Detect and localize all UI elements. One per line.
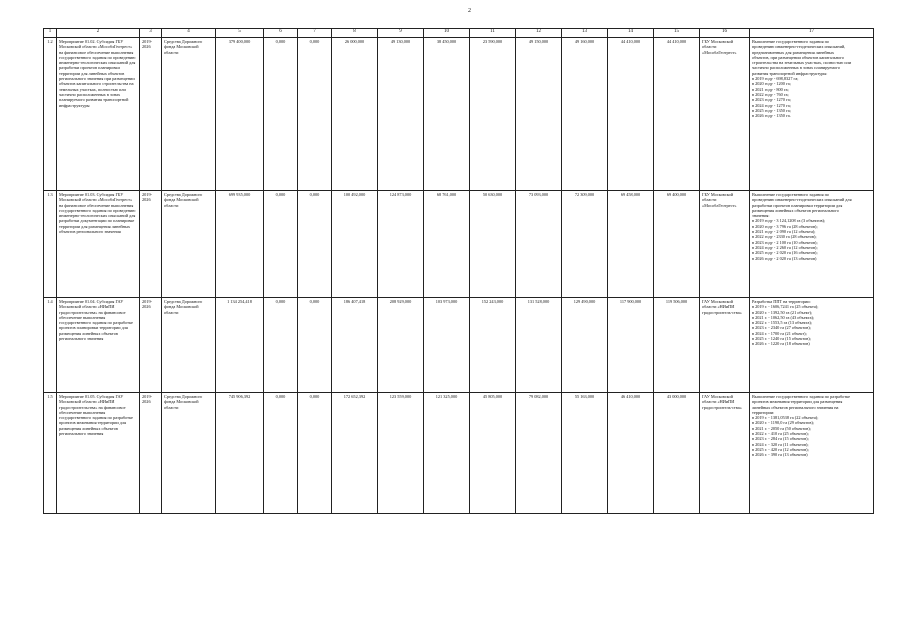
result-line: в 2020 г. - 1392,50 га (21 объект);	[752, 309, 813, 315]
result-line: в 2025 г. - 420 га (12 объектов);	[752, 446, 809, 452]
result-line: линейных объектов регионального значения на	[752, 404, 839, 410]
table-row	[44, 38, 874, 191]
result-description	[750, 191, 874, 298]
result-line: частично расположенных в зонах планируемого	[752, 65, 840, 71]
col-header: 8	[332, 29, 378, 38]
period: 2019-2026	[140, 191, 162, 298]
amount-cell: 55 163,000	[562, 393, 608, 514]
result-line: в 2019 г. - 1606,7241 га (25 объекта);	[752, 304, 819, 310]
amount-cell: 379 400,000	[216, 38, 264, 191]
result-line: Выполнение государственного задания по	[752, 39, 830, 44]
amount-cell: 0,000	[298, 191, 332, 298]
col-header: 2	[57, 29, 140, 38]
amount-cell: 699 935,000	[216, 191, 264, 298]
amount-cell: 69 458,000	[608, 191, 654, 298]
table-row	[44, 298, 874, 393]
result-description	[750, 393, 874, 514]
amount-cell: 100 492,000	[332, 191, 378, 298]
result-line: в 2024 году - 2 260 га (12 объектов);	[752, 244, 818, 250]
result-line: в 2019 году - 698,8327 га;	[752, 76, 799, 82]
result-line: Разработка ППТ на территории:	[752, 299, 811, 304]
col-header: 12	[516, 29, 562, 38]
result-line: предназначенных для размещения линейных	[752, 49, 835, 55]
amount-cell: 745 906,392	[216, 393, 264, 514]
amount-cell: 121 325,000	[424, 393, 470, 514]
result-line: в 2023 году - 2 100 га (10 объектов);	[752, 239, 818, 245]
event-description: Мероприятие 01.05. Субсидия ГАУ Московской области «НИиПИ градостроительства» на финансовое обеспечение выполнения государственного задания по разработке проектов межевания территории для размещения линейных объектов регионального значения	[57, 393, 140, 514]
amount-cell: 79 082,000	[516, 393, 562, 514]
col-header: 13	[562, 29, 608, 38]
result-line: в 2026 г. - 390 га (13 объектов)	[752, 452, 808, 458]
amount-cell: 0,000	[298, 298, 332, 393]
result-line: в 2021 году - 800 га;	[752, 86, 789, 92]
amount-cell: 0,000	[298, 38, 332, 191]
result-line: территории:	[752, 409, 775, 415]
result-line: проектов межевания территории для размещения	[752, 399, 843, 405]
result-line: в 2026 году - 2 020 га (13 объектов)	[752, 255, 817, 261]
amount-cell: 0,000	[298, 393, 332, 514]
amount-cell: 131 528,000	[516, 298, 562, 393]
result-line: в 2021 г. - 2050 га (50 объектов);	[752, 425, 811, 431]
funding-source: Средства Дорожного фонда Московской области	[162, 191, 216, 298]
amount-cell: 73 093,000	[516, 191, 562, 298]
amount-cell: 26 000,000	[332, 38, 378, 191]
period: 2019-2026	[140, 38, 162, 191]
period: 2019-2026	[140, 393, 162, 514]
col-header: 5	[216, 29, 264, 38]
col-header: 6	[264, 29, 298, 38]
table-row	[44, 393, 874, 514]
amount-cell: 124 873,000	[378, 191, 424, 298]
result-line: в 2019 г. - 1381,0538 га (22 объекта);	[752, 415, 819, 421]
event-description: Мероприятие 01.03. Субсидия ГБУ Московской области «МособлГеотрест» на финансовое обеспечение выполнения государственного задания по проведению инженерно-геологических изысканий для разработки документации по планировке территории для размещения линейных объектов регионального значения	[57, 191, 140, 298]
executor: ГБУ Московской области «МособлГеотрест»	[700, 191, 750, 298]
result-line: разработки проектов планировки территории для	[752, 202, 843, 208]
result-line: в 2025 году - 1350 га;	[752, 107, 791, 113]
col-header: 17	[750, 29, 874, 38]
col-header: 7	[298, 29, 332, 38]
result-line: в 2020 году - 3 796 га (28 объектов);	[752, 223, 818, 229]
result-line: в 2023 г. - 284 га (15 объектов);	[752, 436, 809, 442]
result-line: проведению инженерно-геодезических изысканий для	[752, 197, 852, 203]
col-header: 16	[700, 29, 750, 38]
result-line: в 2022 году - 2330 га (28 объектов);	[752, 234, 817, 240]
result-line: в 2022 г. - 410 га (25 объектов);	[752, 431, 809, 437]
result-line: в 2022 году - 760 га;	[752, 91, 789, 97]
amount-cell: 117 900,000	[608, 298, 654, 393]
funding-source: Средства Дорожного фонда Московской области	[162, 298, 216, 393]
amount-cell: 44 410,000	[608, 38, 654, 191]
executor: ГАУ Московской области «НИиПИ градостроитель-ства»	[700, 393, 750, 514]
result-line: в 2025 г. - 1240 га (15 объектов);	[752, 336, 811, 342]
col-header: 14	[608, 29, 654, 38]
page-number: 2	[468, 8, 471, 14]
table-row	[44, 191, 874, 298]
result-description	[750, 298, 874, 393]
row-number: 1.4	[44, 298, 57, 393]
result-line: Выполнение государственного задания по	[752, 192, 830, 197]
funding-source: Средства Дорожного фонда Московской области	[162, 393, 216, 514]
result-line: проведению инженерно-геодезических изысканий,	[752, 44, 846, 50]
col-header: 4	[162, 29, 216, 38]
result-line: в 2021 году - 2 090 га (12 объекта);	[752, 229, 816, 235]
amount-cell: 0,000	[264, 191, 298, 298]
amount-cell: 69 400,000	[654, 191, 700, 298]
amount-cell: 68 761,000	[424, 191, 470, 298]
row-number: 1.2	[44, 38, 57, 191]
amount-cell: 43 000,000	[654, 393, 700, 514]
result-line: в 2023 году - 1270 га;	[752, 97, 791, 103]
amount-cell: 46 410,000	[608, 393, 654, 514]
amount-cell: 208 929,000	[378, 298, 424, 393]
col-header: 11	[470, 29, 516, 38]
event-description: Мероприятие 01.02. Субсидия ГБУ Московской области «МособлГеотрест» на финансовое обеспечение выполнения государственного задания по проведению инженерно-геологических изысканий для разработки проектов планировки территории для линейных объектов регионального значения при размещении объектов капитального строительства на земельных участках, полностью или частично расположенных в зонах планируемого развития транспортной инфраструктуры	[57, 38, 140, 191]
result-line: в 2020 г. - 1190,0 га (29 объектов);	[752, 420, 814, 426]
amount-cell: 49 160,000	[562, 38, 608, 191]
result-line: Выполнение государственного задания по разработке	[752, 394, 850, 399]
result-line: в 2024 году - 1270 га;	[752, 102, 791, 108]
amount-cell: 1 134 254,418	[216, 298, 264, 393]
result-line: в 2026 году - 1350 га.	[752, 113, 791, 119]
executor: ГБУ Московской области «МособлГеотрест»	[700, 38, 750, 191]
result-line: в 2026 г. - 1220 га (18 объектов)	[752, 341, 810, 347]
result-line: в 2020 году - 1200 га;	[752, 81, 791, 87]
amount-cell: 49 150,000	[516, 38, 562, 191]
amount-cell: 44 410,000	[654, 38, 700, 191]
amount-cell: 38 450,000	[424, 38, 470, 191]
amount-cell: 50 630,000	[470, 191, 516, 298]
amount-cell: 0,000	[264, 38, 298, 191]
result-line: в 2024 г. - 320 га (11 объектов);	[752, 441, 809, 447]
amount-cell: 186 407,418	[332, 298, 378, 393]
result-line: строительства на земельных участках, полностью или	[752, 60, 852, 66]
result-description	[750, 38, 874, 191]
col-header: 1	[44, 29, 57, 38]
amount-cell: 152 243,000	[470, 298, 516, 393]
result-line: в 2022 г. - 1553,5 га (13 объекта);	[752, 320, 812, 326]
amount-cell: 23 590,000	[470, 38, 516, 191]
period: 2019-2026	[140, 298, 162, 393]
result-line: в 2025 году - 2 020 га (16 объектов);	[752, 250, 818, 256]
result-line: значения:	[752, 213, 770, 219]
row-number: 1.3	[44, 191, 57, 298]
row-number: 1.5	[44, 393, 57, 514]
amount-cell: 49 130,000	[378, 38, 424, 191]
amount-cell: 103 973,000	[424, 298, 470, 393]
header-row	[44, 29, 874, 38]
result-line: в 2019 году - 3 124,1208 га (3 объектов);	[752, 218, 826, 224]
result-line: в 2023 г. - 2340 га (27 объектов);	[752, 325, 811, 331]
col-header: 3	[140, 29, 162, 38]
amount-cell: 172 652,392	[332, 393, 378, 514]
amount-cell: 0,000	[264, 393, 298, 514]
amount-cell: 129 490,000	[562, 298, 608, 393]
result-line: в 2021 г. - 1062,50 га (43 объекта);	[752, 314, 815, 320]
program-table	[43, 28, 874, 514]
event-description: Мероприятие 01.04. Субсидия ГАУ Московской области «НИиПИ градостроительства» на финансовое обеспечение выполнения государственного задания по разработке проектов планировки территории для размещения линейных объектов регионального значения	[57, 298, 140, 393]
amount-cell: 123 559,000	[378, 393, 424, 514]
result-line: развития транспортной инфраструктуры:	[752, 70, 828, 76]
result-line: объектов, при размещении объектов капитального	[752, 54, 845, 60]
funding-source: Средства Дорожного фонда Московской области	[162, 38, 216, 191]
amount-cell: 119 506,000	[654, 298, 700, 393]
executor: ГАУ Московской области «НИиПИ градостроитель-ства»	[700, 298, 750, 393]
amount-cell: 0,000	[264, 298, 298, 393]
amount-cell: 72 309,000	[562, 191, 608, 298]
result-line: размещения линейных объектов регионального	[752, 207, 839, 213]
col-header: 10	[424, 29, 470, 38]
amount-cell: 45 805,000	[470, 393, 516, 514]
col-header: 9	[378, 29, 424, 38]
result-line: в 2024 г. - 1700 га (21 объект);	[752, 330, 807, 336]
col-header: 15	[654, 29, 700, 38]
